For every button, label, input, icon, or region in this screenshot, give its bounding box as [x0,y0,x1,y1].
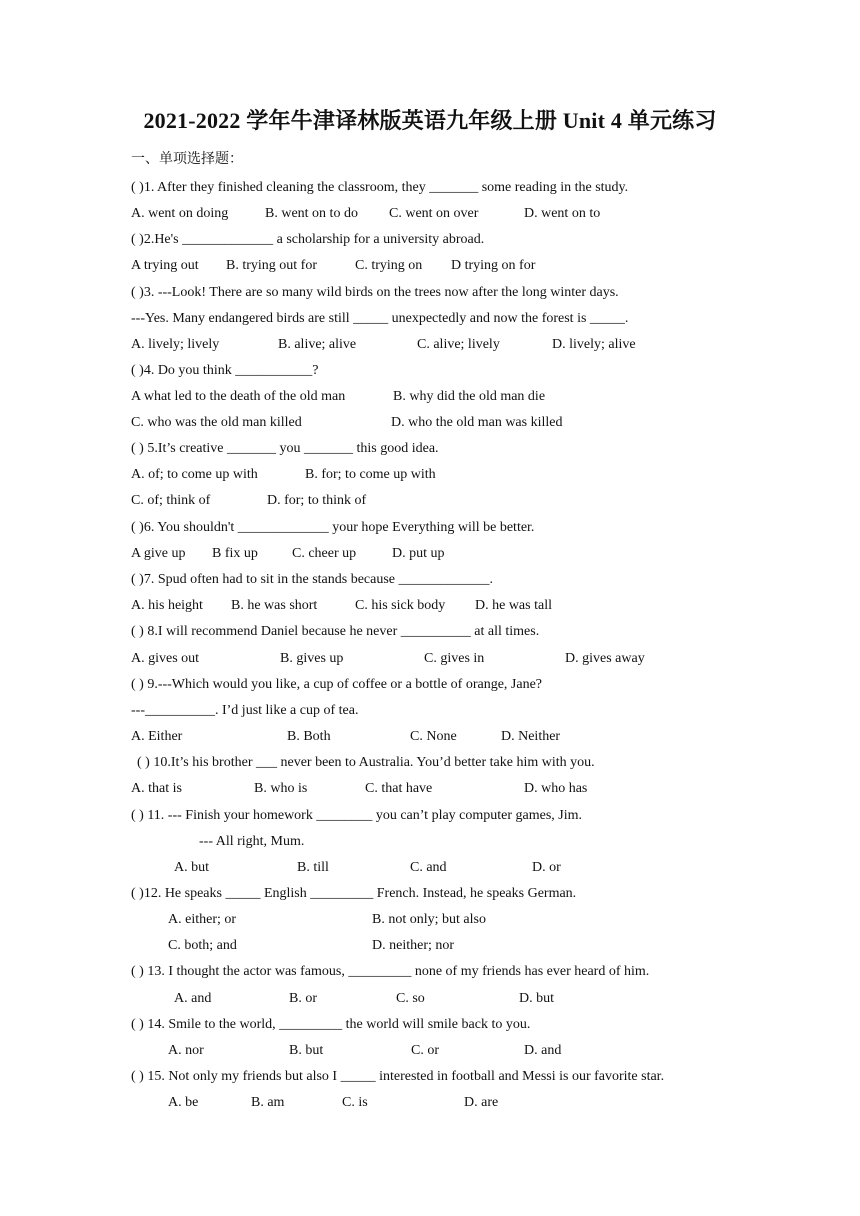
question-11-option-b: B. till [297,860,329,875]
question-1-option-b: B. went on to do [265,206,358,221]
question-3-option-b: B. alive; alive [278,337,357,352]
question-8-option-d: D. gives away [565,651,645,666]
question-10-stem: ( ) 10.It’s his brother ___ never been to Australia. You’d better take him with you. [137,755,595,770]
question-11-stem-reply: --- All right, Mum. [199,834,305,849]
question-6-option-a: A give up [131,546,186,561]
question-12-stem: ( )12. He speaks _____ English _________ French. Instead, he speaks German. [131,886,577,901]
question-8-stem: ( ) 8.I will recommend Daniel because he never __________ at all times. [131,624,540,639]
question-2-option-c: C. trying on [355,258,423,273]
question-13-option-b: B. or [289,991,317,1006]
question-7-option-b: B. he was short [231,598,318,613]
question-9-option-b: B. Both [287,729,331,744]
question-8-option-c: C. gives in [424,651,485,666]
question-14-option-c: C. or [411,1043,439,1058]
question-4-option-b: B. why did the old man die [393,389,546,404]
question-1-option-d: D. went on to [524,206,601,221]
question-15-option-b: B. am [251,1095,285,1110]
question-11-option-a: A. but [174,860,209,875]
question-9-option-a: A. Either [131,729,183,744]
question-5-option-b: B. for; to come up with [305,467,436,482]
question-9-option-c: C. None [410,729,457,744]
question-3-option-a: A. lively; lively [131,337,220,352]
question-10-option-d: D. who has [524,781,588,796]
question-2-option-a: A trying out [131,258,199,273]
question-14-option-a: A. nor [168,1043,204,1058]
question-9-option-d: D. Neither [501,729,561,744]
question-13-option-c: C. so [396,991,425,1006]
question-10-option-c: C. that have [365,781,433,796]
question-13-option-d: D. but [519,991,554,1006]
question-11-stem: ( ) 11. --- Finish your homework ________ you can’t play computer games, Jim. [131,808,583,823]
question-9-stem: ( ) 9.---Which would you like, a cup of coffee or a bottle of orange, Jane? [131,677,543,692]
question-9-stem-reply: ---__________. I’d just like a cup of tea. [131,703,359,718]
question-2-stem: ( )2.He's _____________ a scholarship for a university abroad. [131,232,485,247]
question-12-option-a: A. either; or [168,912,237,927]
question-4-option-c: C. who was the old man killed [131,415,302,430]
question-15-option-a: A. be [168,1095,199,1110]
question-10-option-b: B. who is [254,781,308,796]
question-11-option-c: C. and [410,860,447,875]
question-6-option-d: D. put up [392,546,445,561]
page-title: 2021-2022 学年牛津译林版英语九年级上册 Unit 4 单元练习 [143,108,717,133]
question-8-option-b: B. gives up [280,651,344,666]
question-6-option-c: C. cheer up [292,546,357,561]
question-5-stem: ( ) 5.It’s creative _______ you _______ this good idea. [131,441,439,456]
question-13-stem: ( ) 13. I thought the actor was famous, _________ none of my friends has ever heard of him. [131,964,650,979]
question-2-option-b: B. trying out for [226,258,317,273]
question-14-option-b: B. but [289,1043,324,1058]
question-1-stem: ( )1. After they finished cleaning the classroom, they _______ some reading in the study. [131,180,629,195]
question-10-option-a: A. that is [131,781,182,796]
question-5-option-c: C. of; think of [131,493,211,508]
question-3-option-c: C. alive; lively [417,337,500,352]
question-4-option-a: A what led to the death of the old man [131,389,346,404]
question-12-option-b: B. not only; but also [372,912,486,927]
question-7-option-d: D. he was tall [475,598,552,613]
question-3-stem: ( )3. ---Look! There are so many wild birds on the trees now after the long winter days. [131,285,619,300]
question-12-option-c: C. both; and [168,938,237,953]
question-11-option-d: D. or [532,860,561,875]
question-15-stem: ( ) 15. Not only my friends but also I _____ interested in football and Messi is our favorite star. [131,1069,665,1084]
question-14-stem: ( ) 14. Smile to the world, _________ the world will smile back to you. [131,1017,531,1032]
question-2-option-d: D trying on for [451,258,536,273]
section-heading: 一、单项选择题： [131,152,243,167]
question-5-option-d: D. for; to think of [267,493,367,508]
question-4-stem: ( )4. Do you think ___________? [131,363,319,378]
question-6-option-b: B fix up [212,546,258,561]
question-7-option-a: A. his height [131,598,203,613]
question-1-option-c: C. went on over [389,206,479,221]
question-3-stem-reply: ---Yes. Many endangered birds are still _____ unexpectedly and now the forest is _____. [131,311,629,326]
question-5-option-a: A. of; to come up with [131,467,258,482]
question-8-option-a: A. gives out [131,651,200,666]
question-1-option-a: A. went on doing [131,206,229,221]
question-15-option-d: D. are [464,1095,499,1110]
question-4-option-d: D. who the old man was killed [391,415,563,430]
question-14-option-d: D. and [524,1043,562,1058]
question-7-option-c: C. his sick body [355,598,446,613]
question-7-stem: ( )7. Spud often had to sit in the stands because _____________. [131,572,494,587]
question-3-option-d: D. lively; alive [552,337,636,352]
question-15-option-c: C. is [342,1095,368,1110]
question-6-stem: ( )6. You shouldn't _____________ your hope Everything will be better. [131,520,535,535]
question-12-option-d: D. neither; nor [372,938,455,953]
question-13-option-a: A. and [174,991,212,1006]
